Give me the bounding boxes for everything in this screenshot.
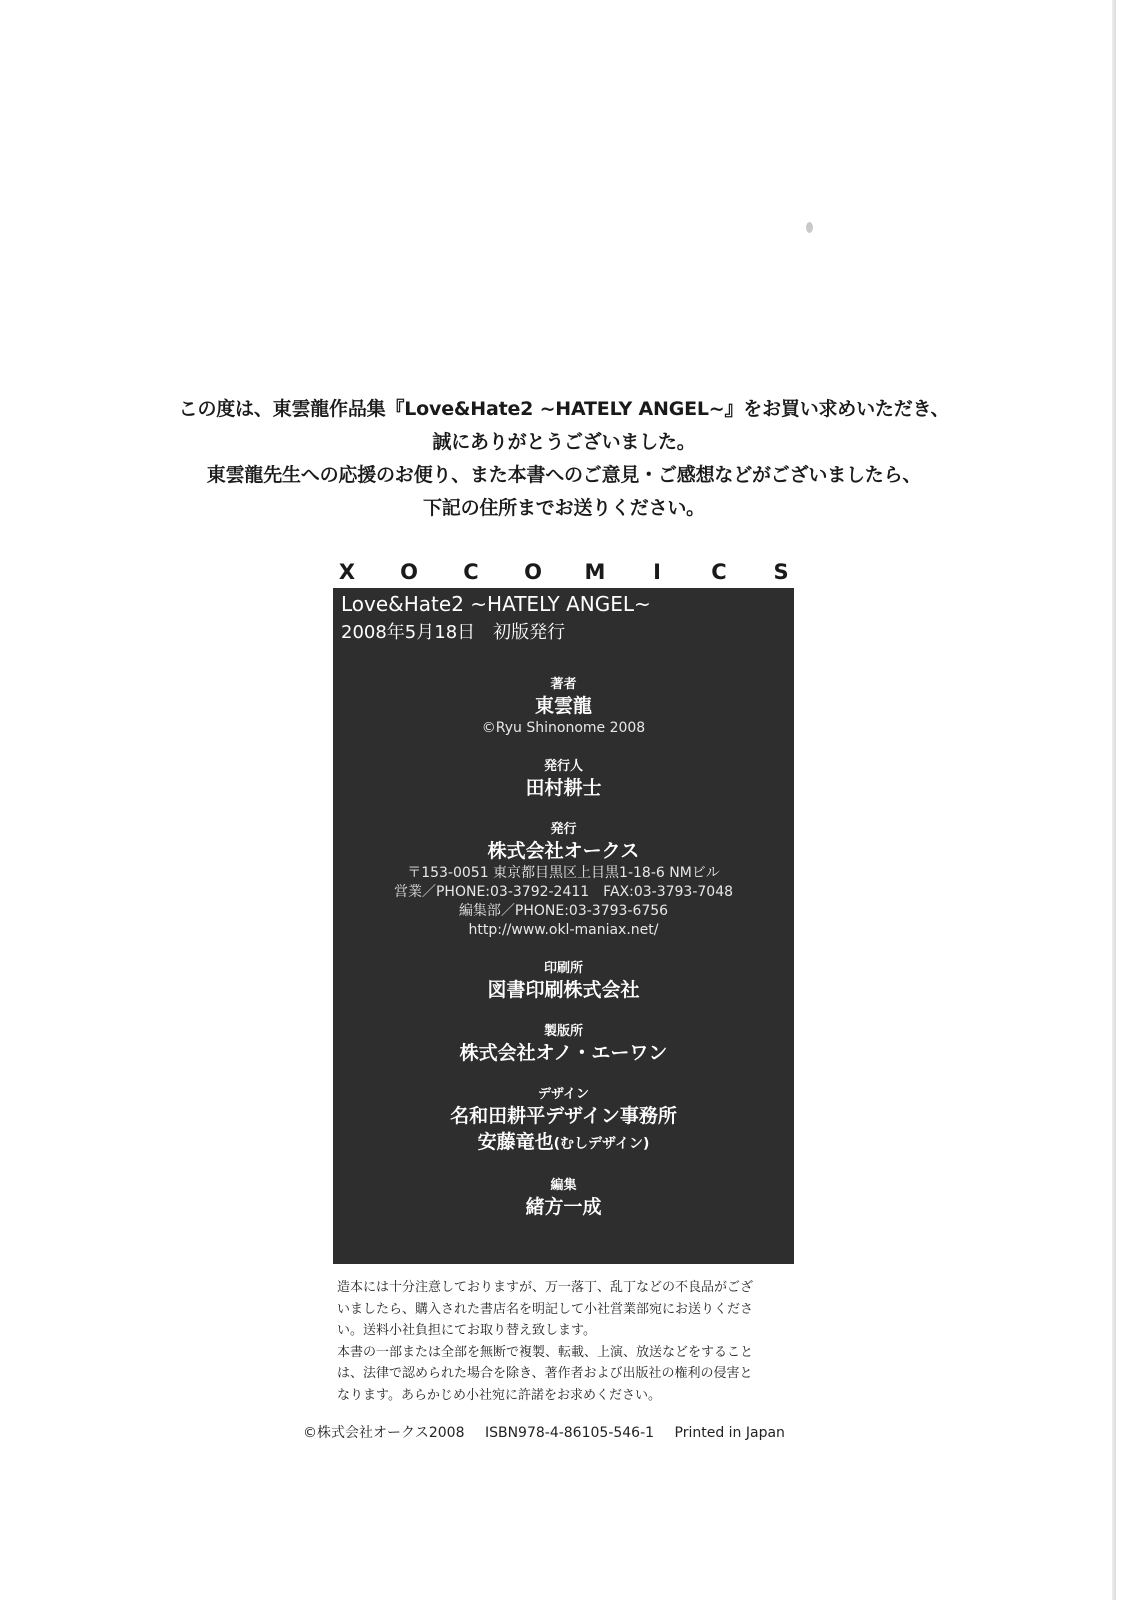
author-copyright: ©Ryu Shinonome 2008 <box>481 720 646 736</box>
series-letter: C <box>711 560 727 584</box>
publisher-editorial-phone: 編集部／PHONE:03-3793-6756 <box>458 903 669 919</box>
issuer-name: 田村耕士 <box>525 777 602 799</box>
editor-name: 緒方一成 <box>525 1196 602 1218</box>
editor-label: 編集 <box>550 1178 577 1193</box>
publisher-address: 〒153-0051 東京都目黒区上目黒1-18-6 NMビル <box>407 865 720 881</box>
series-letter: M <box>584 560 606 584</box>
notice-line: いましたら、購入された書店名を明記して小社営業部宛にお送りくださ <box>337 1301 754 1317</box>
publisher-label: 発行 <box>550 822 577 837</box>
publication-date: 2008年5月18日 初版発行 <box>341 622 566 643</box>
intro-line-1: この度は、東雲龍作品集『Love&Hate2 ~HATELY ANGEL~』をお買い求めいただき、 <box>178 398 950 420</box>
intro-line-2: 誠にありがとうございました。 <box>432 431 696 453</box>
platemaker-label: 製版所 <box>543 1024 583 1039</box>
footer-copyright: ©株式会社オークス2008 <box>303 1425 465 1441</box>
footer-isbn: ISBN978-4-86105-546-1 <box>484 1425 655 1441</box>
author-name: 東雲龍 <box>534 695 592 717</box>
designer-1: 名和田耕平デザイン事務所 <box>450 1105 677 1127</box>
series-letter: O <box>524 560 542 584</box>
footer-info <box>303 1422 823 1442</box>
notice-line: 造本には十分注意しておりますが、万一落丁、乱丁などの不良品がござ <box>337 1280 754 1295</box>
footer-printed-in: Printed in Japan <box>674 1425 785 1441</box>
designer-2-name: 安藤竜也 <box>477 1131 554 1153</box>
series-logo <box>336 557 792 587</box>
platemaker-name: 株式会社オノ・エーワン <box>459 1042 668 1064</box>
designer-2 <box>333 1129 794 1157</box>
design-label: デザイン <box>537 1087 590 1102</box>
notice-line: 本書の一部または全部を無断で複製、転載、上演、放送などをすること <box>337 1344 754 1360</box>
thank-you-message <box>0 393 1128 525</box>
publisher-sales-contact: 営業／PHONE:03-3792-2411 FAX:03-3793-7048 <box>393 884 734 900</box>
intro-line-4: 下記の住所までお送りください。 <box>422 497 705 519</box>
issuer-label: 発行人 <box>543 759 583 774</box>
scan-dust-mark <box>806 222 813 233</box>
book-title: Love&Hate2 ~HATELY ANGEL~ <box>341 592 651 616</box>
series-letter: S <box>773 560 789 584</box>
credits-list <box>333 676 794 1220</box>
publisher-name: 株式会社オークス <box>487 840 640 862</box>
series-letter: O <box>400 560 418 584</box>
series-letter: X <box>338 560 356 584</box>
publisher-url: http://www.okl-maniax.net/ <box>468 922 659 938</box>
series-letter: C <box>463 560 479 584</box>
page-edge-shadow <box>1112 0 1116 1600</box>
colophon-box <box>333 588 794 1264</box>
notice-line: なります。あらかじめ小社宛に許諾をお求めください。 <box>337 1387 661 1403</box>
notice-line: い。送料小社負担にてお取り替え致します。 <box>337 1323 596 1338</box>
printer-name: 図書印刷株式会社 <box>487 979 640 1001</box>
legal-notice <box>337 1277 797 1406</box>
notice-line: は、法律で認められた場合を除き、著作者および出版社の権利の侵害と <box>337 1366 753 1381</box>
author-label: 著者 <box>550 677 577 692</box>
series-letter: I <box>653 560 661 584</box>
designer-2-note: (むしデザイン) <box>553 1136 650 1152</box>
intro-line-3: 東雲龍先生への応援のお便り、また本書へのご意見・ご感想などがございましたら、 <box>206 464 922 486</box>
printer-label: 印刷所 <box>543 961 583 976</box>
